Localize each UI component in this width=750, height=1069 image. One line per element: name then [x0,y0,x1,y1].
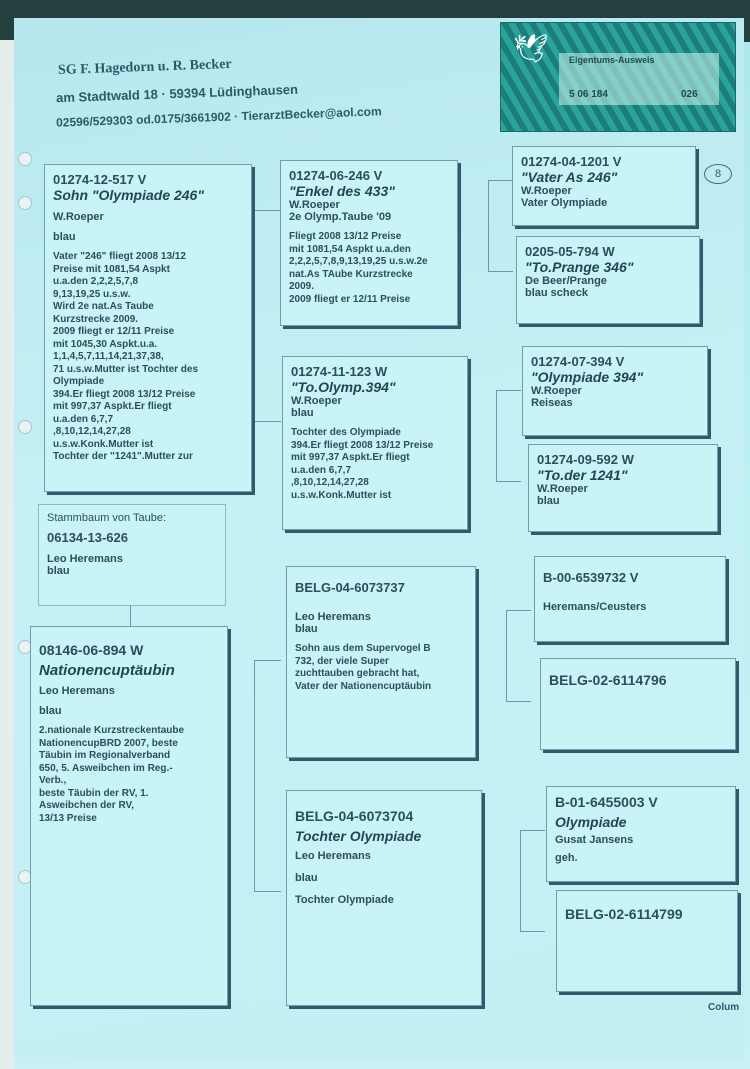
note-line: Kurzstrecke 2009. [53,313,139,325]
gg-name: "Vater As 246" [521,169,618,185]
note-line: 394.Er fliegt 2008 13/12 Preise [291,439,434,451]
note-line: 2009 fliegt er 12/11 Preise [53,326,175,337]
note-line: Täubin im Regionalverband [39,750,171,761]
note-line: Olympiade [53,376,105,387]
dam-dam-breeder: Leo Heremans [295,850,371,862]
note-line: Sohn aus dem Supervogel B [295,643,431,654]
note-line: zuchttauben gebracht hat, [295,668,420,679]
gg-line1: Gusat Jansens [555,834,634,846]
connector [488,180,513,272]
dam-sire-notes [295,643,467,693]
note-line: 732, der viele Super [295,655,389,667]
gg-line1: W.Roeper [521,185,572,197]
sire-line3: 2e Olymp.Taube '09 [289,211,392,223]
gg-name: "Olympiade 394" [531,369,644,385]
handwritten-mark: 8 [704,164,732,184]
sire-notes [289,231,449,306]
gg-line2: geh. [555,852,578,864]
stammbaum-label: Stammbaum von Taube: [47,512,167,524]
note-line: Preise mit 1081,54 Aspkt [53,263,170,275]
dove-icon: 🕊 [513,33,549,64]
note-line: 2,2,2,5,7,8,9,13,19,25 u.s.w.2e [289,256,428,267]
sire-breeder: W.Roeper [289,199,340,211]
gg-line1: W.Roeper [537,483,588,495]
note-line: Fliegt 2008 13/12 Preise [289,231,402,242]
gg-ring: 01274-09-592 W [537,452,634,467]
punch-hole [18,152,32,166]
note-line: mit 1045,30 Aspkt.u.a. [53,338,158,350]
gg-ring: B-01-6455003 V [555,794,658,810]
note-line: u.a.den 6,7,7 [291,464,352,476]
note-line: NationencupBRD 2007, beste [39,737,178,749]
gg-card [522,346,708,436]
note-line: mit 997,37 Aspkt.Er fliegt [53,401,172,412]
gg-ring: 0205-05-794 W [525,244,615,259]
gg-ring: 01274-04-1201 V [521,154,622,169]
ownership-card [500,22,736,132]
stammbaum-card [38,504,226,606]
note-line: 71 u.s.w.Mutter ist Tochter des [53,363,199,375]
connector [254,660,281,892]
punch-hole [18,420,32,434]
note-line: 2009 fliegt er 12/11 Preise [289,293,411,305]
gg-name: Olympiade [555,814,627,830]
sire-dam-name: "To.Olymp.394" [291,379,396,395]
gg-name: "To.Prange 346" [525,259,634,275]
note-line: beste Täubin der RV, 1. [39,787,149,799]
note-line: u.a.den 6,7,7 [53,413,114,425]
subject-breeder: W.Roeper [53,211,104,223]
gg-ring: 01274-07-394 V [531,354,625,369]
dam-sire-breeder: Leo Heremans [295,611,371,623]
note-line: u.s.w.Konk.Mutter ist [291,489,392,501]
gg-card [556,890,738,992]
gg-card [534,556,726,642]
note-line: Tochter des Olympiade [291,427,401,438]
gg-card [528,444,718,532]
stammbaum-color: blau [47,565,70,577]
connector [254,210,281,422]
gg-line1: Heremans/Ceusters [543,601,647,613]
gg-card [546,786,736,882]
dam-dam-ring: BELG-04-6073704 [295,808,414,824]
card-number: 5 06 184 [569,89,608,100]
note-line: 394.Er fliegt 2008 13/12 Preise [53,388,196,400]
gg-ring: BELG-02-6114799 [565,906,683,922]
gg-line1: W.Roeper [531,385,582,397]
subject-name: Sohn "Olympiade 246" [53,187,204,203]
dam-dam-note: Tochter Olympiade [295,894,394,906]
note-line: u.a.den 2,2,2,5,7,8 [53,276,139,287]
note-line: Tochter der "1241".Mutter zur [53,451,193,462]
dam-dam-name: Tochter Olympiade [295,828,422,844]
footer-label: Colum [708,1002,740,1013]
punch-hole [18,196,32,210]
card-title: Eigentums-Ausweis [569,55,655,65]
gg-line1: De Beer/Prange [525,275,607,287]
stammbaum-breeder: Leo Heremans [47,553,123,565]
note-line: Vater der Nationencuptäubin [295,680,432,692]
note-line: nat.As TAube Kurzstrecke [289,268,413,280]
note-line: 9,13,19,25 u.s.w. [53,288,131,300]
gg-card [540,658,736,750]
note-line: 1,1,4,5,7,11,14,21,37,38, [53,351,164,362]
note-line: 650, 5. Asweibchen im Reg.- [39,762,173,774]
note-line: Verb., [39,775,67,786]
left-margin-strip [0,40,14,1069]
gg-ring: BELG-02-6114796 [549,672,667,688]
owner-name: SG F. Hagedorn u. R. Becker [57,56,232,79]
dam-dam-color: blau [295,872,318,884]
subject-card [44,164,252,492]
sire-name: "Enkel des 433" [289,183,395,199]
gg-card [516,236,700,324]
card-extra: 026 [681,89,698,100]
sire-dam-card [282,356,468,530]
note-line: ,8,10,12,14,27,28 [53,426,131,437]
sire-dam-ring: 01274-11-123 W [291,364,388,379]
owner-address: am Stadtwald 18 · 59394 Lüdinghausen [55,81,299,106]
sire-dam-notes [291,427,459,502]
dam-name: Nationencuptäubin [39,662,175,679]
dam-breeder: Leo Heremans [39,685,115,697]
dam-color: blau [39,705,62,717]
sire-dam-breeder: W.Roeper [291,395,342,407]
stammbaum-ring: 06134-13-626 [47,530,128,545]
dam-notes [39,725,219,825]
subject-ring: 01274-12-517 V [53,172,147,187]
connector [130,605,131,627]
note-line: Vater "246" fliegt 2008 13/12 [53,251,186,262]
dam-dam-card [286,790,482,1006]
connector [506,610,531,702]
note-line: 2.nationale Kurzstreckentaube [39,725,185,736]
subject-notes [53,251,243,464]
note-line: 13/13 Preise [39,812,97,824]
note-line: mit 1081,54 Aspkt u.a.den [289,243,411,255]
connector [496,390,521,482]
connector [520,830,545,932]
gg-line2: blau [537,495,560,507]
dam-sire-color: blau [295,623,318,635]
note-line: ,8,10,12,14,27,28 [291,477,369,488]
gg-card [512,146,696,226]
note-line: Wird 2e nat.As Taube [53,301,154,312]
note-line: 2009. [289,281,315,292]
dam-sire-card [286,566,476,758]
note-line: mit 997,37 Aspkt.Er fliegt [291,452,410,463]
sire-dam-color: blau [291,407,314,419]
gg-line2: Reiseas [531,397,573,409]
note-line: Asweibchen der RV, [39,800,135,811]
sire-ring: 01274-06-246 V [289,168,383,183]
dam-sire-ring: BELG-04-6073737 [295,580,405,595]
gg-line2: Vater Olympiade [521,197,608,209]
gg-name: "To.der 1241" [537,467,628,483]
owner-contact: 02596/529303 od.0175/3661902 · TierarztBecker@aol.com [55,104,382,130]
dam-card [30,626,228,1006]
subject-color: blau [53,231,76,243]
gg-ring: B-00-6539732 V [543,570,639,585]
gg-line2: blau scheck [525,287,588,299]
dam-ring: 08146-06-894 W [39,642,144,658]
note-line: u.s.w.Konk.Mutter ist [53,438,154,450]
sire-card [280,160,458,326]
